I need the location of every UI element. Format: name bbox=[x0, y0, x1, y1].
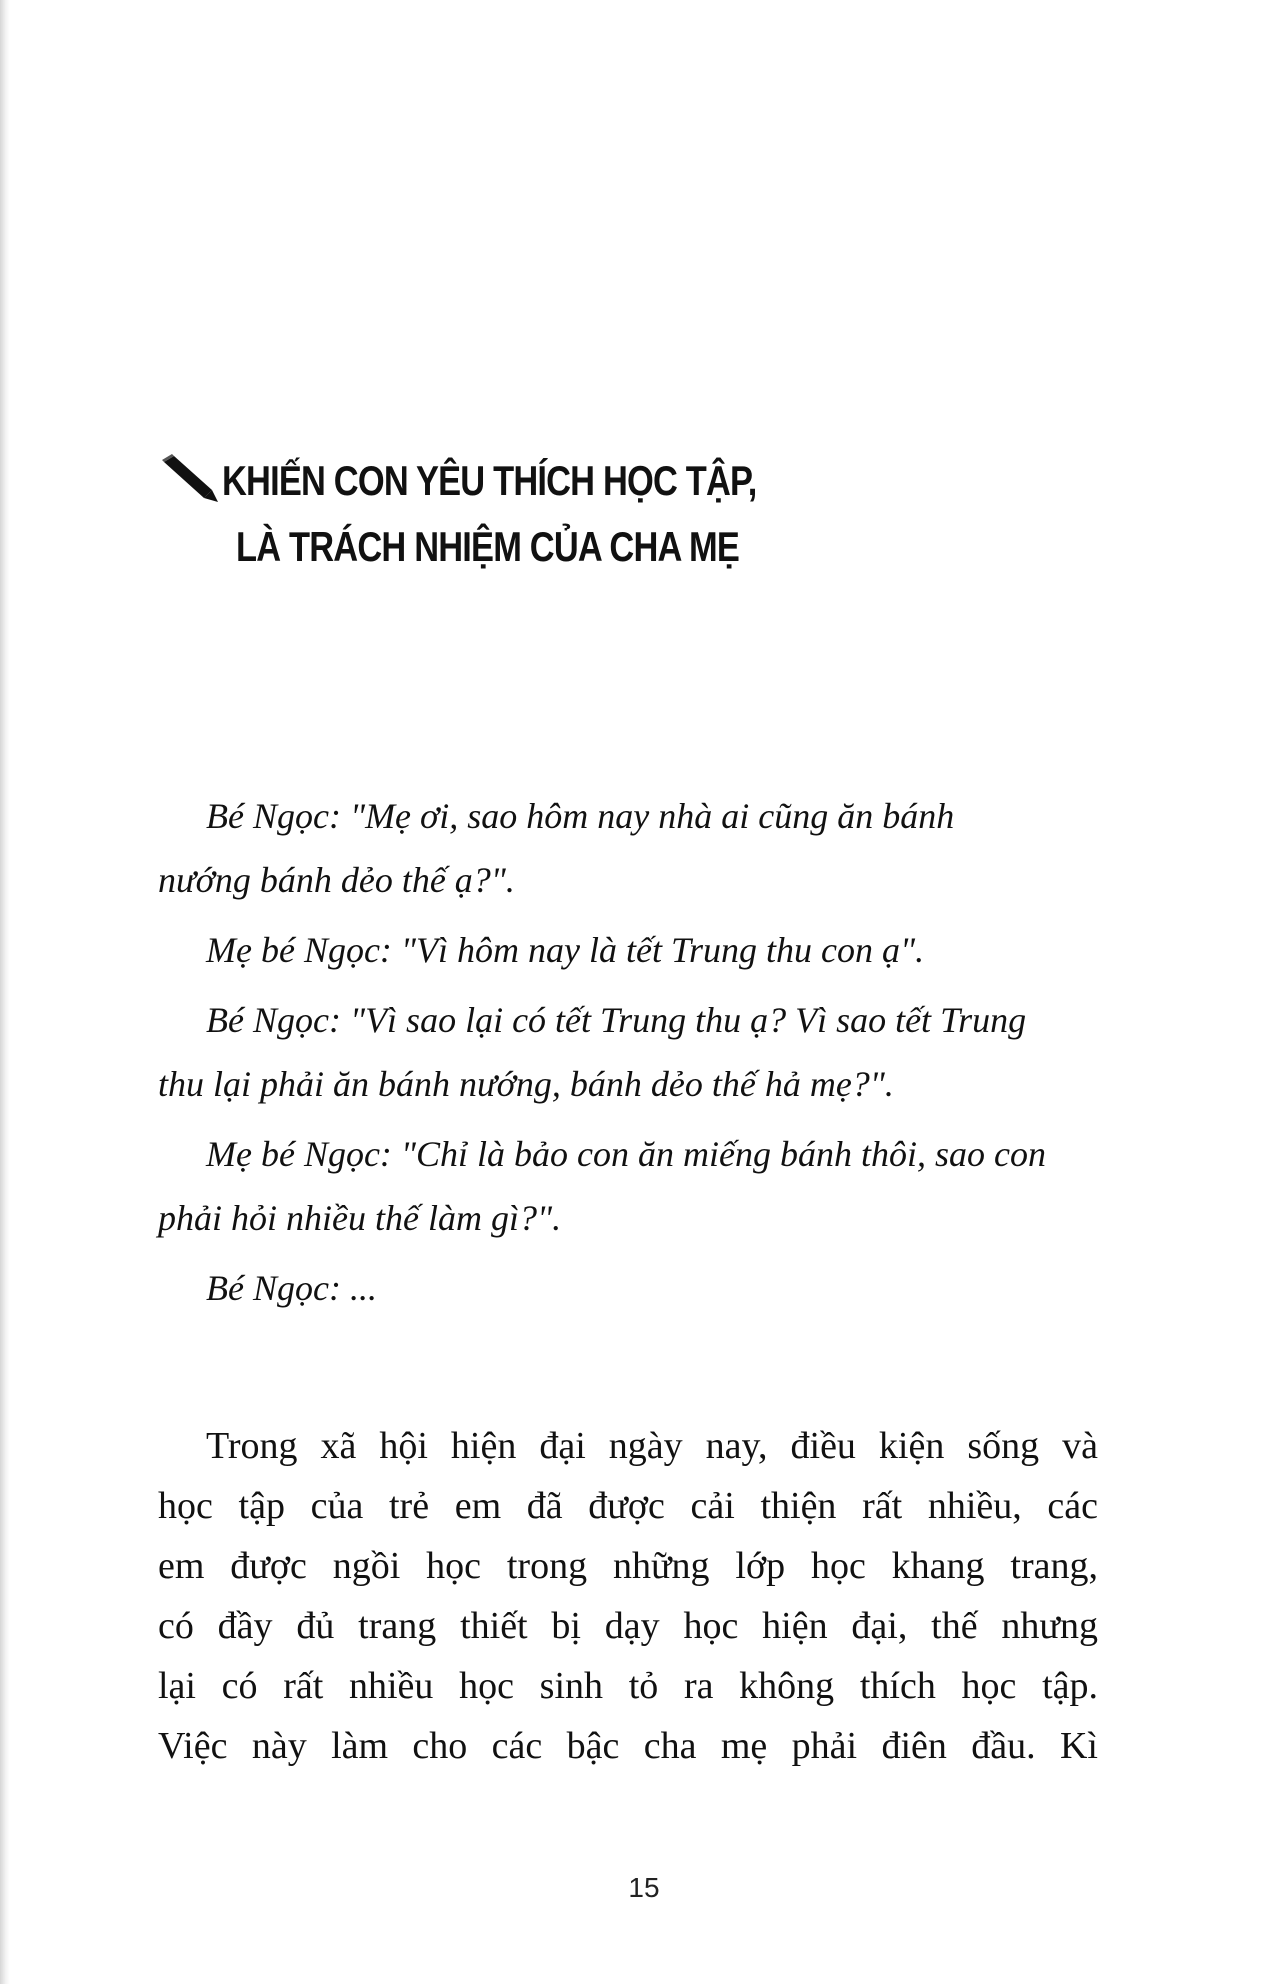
body-line: học tập của trẻ em đã được cải thiện rất nhiều, các bbox=[158, 1485, 1098, 1527]
dialogue-line: phải hỏi nhiều thế làm gì?". bbox=[158, 1198, 562, 1238]
body-line: Việc này làm cho các bậc cha mẹ phải điên đầu. Kì bbox=[158, 1725, 1098, 1767]
body-line: Trong xã hội hiện đại ngày nay, điều kiện sống và bbox=[206, 1425, 1098, 1467]
heading-line-2: LÀ TRÁCH NHIỆM CỦA CHA MẸ bbox=[236, 523, 740, 570]
body-line: có đầy đủ trang thiết bị dạy học hiện đại, thế nhưng bbox=[158, 1605, 1098, 1647]
page-number: 15 bbox=[628, 1872, 660, 1903]
body-paragraph bbox=[158, 1416, 1098, 1776]
page-edge-shadow bbox=[0, 0, 10, 1984]
dialogue-line: nướng bánh dẻo thế ạ?". bbox=[158, 860, 515, 900]
dialogue-line: Mẹ bé Ngọc: "Vì hôm nay là tết Trung thu con ạ". bbox=[206, 930, 925, 970]
dialogue-line: Bé Ngọc: "Mẹ ơi, sao hôm nay nhà ai cũng ăn bánh bbox=[206, 796, 955, 836]
body-line: em được ngồi học trong những lớp học khang trang, bbox=[158, 1545, 1098, 1587]
dialogue-block bbox=[158, 784, 1098, 1320]
heading-line-1: KHIẾN CON YÊU THÍCH HỌC TẬP, bbox=[222, 457, 757, 504]
pencil-icon bbox=[160, 454, 222, 506]
dialogue-line: Mẹ bé Ngọc: "Chỉ là bảo con ăn miếng bánh thôi, sao con bbox=[206, 1134, 1047, 1174]
dialogue-line: Bé Ngọc: ... bbox=[206, 1268, 377, 1308]
dialogue-line: thu lại phải ăn bánh nướng, bánh dẻo thế hả mẹ?". bbox=[158, 1064, 894, 1104]
body-line: lại có rất nhiều học sinh tỏ ra không thích học tập. bbox=[158, 1665, 1098, 1707]
dialogue-line: Bé Ngọc: "Vì sao lại có tết Trung thu ạ? Vì sao tết Trung bbox=[206, 1000, 1027, 1040]
